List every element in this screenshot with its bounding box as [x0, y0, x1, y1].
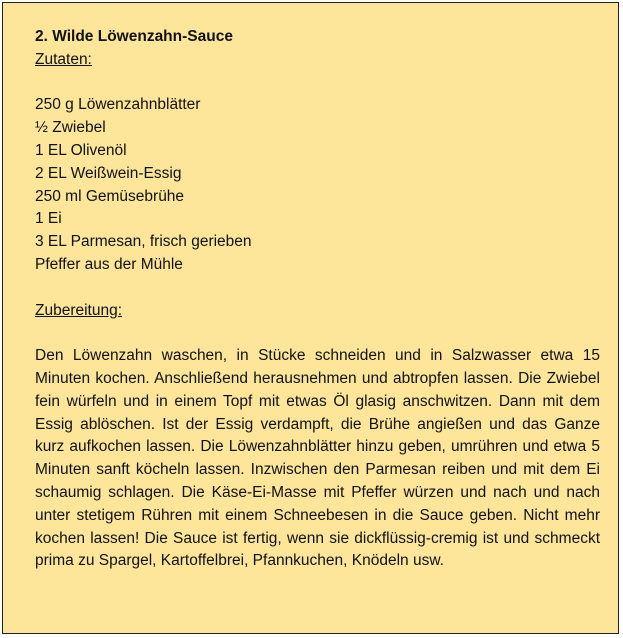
recipe-title: 2. Wilde Löwenzahn-Sauce [35, 28, 233, 45]
ingredient-item: 250 ml Gemüsebrühe [35, 187, 185, 205]
spacer [35, 322, 593, 345]
preparation-heading: Zubereitung: [35, 301, 123, 319]
ingredients-list [35, 94, 593, 276]
ingredient-item: Pfeffer aus der Mühle [35, 255, 183, 273]
preparation-text: Den Löwenzahn waschen, in Stücke schneiden und in Salzwasser etwa 15 Minuten kochen. Anschließend herausnehmen und abtropfen lassen. Die Zwiebel fein würfeln und in einem Topf mit etwas Öl glasig anschwitzen. Dann mit dem Essig ablöschen. Ist der Essig verdampft, die Brühe angießen und das Ganze kurz aufkochen lassen. Die Löwenzahnblätter hinzu geben, umrühren und etwa 5 Minuten sanft köcheln lassen. Inzwischen den Parmesan reiben und mit dem Ei schaumig schlagen. Die Käse-Ei-Masse mit Pfeffer würzen und nach und nach unter stetigem Rühren mit einem Schneebesen in die Sauce geben. Nicht mehr kochen lassen! Die Sauce ist fertig, wenn sie dickflüssig-cremig ist und schmeckt prima zu Spargel, Kartoffelbrei, Pfannkuchen, Knödeln usw. [35, 347, 600, 570]
spacer [35, 72, 593, 95]
spacer [35, 277, 593, 300]
ingredient-item: 1 EL Olivenöl [35, 141, 127, 159]
recipe-card [2, 2, 619, 634]
ingredient-item: 3 EL Parmesan, frisch gerieben [35, 233, 252, 251]
ingredient-item: 1 Ei [35, 210, 62, 228]
ingredient-item: ½ Zwiebel [35, 119, 106, 137]
ingredients-heading: Zutaten: [35, 50, 92, 68]
ingredient-item: 2 EL Weißwein-Essig [35, 164, 182, 182]
ingredient-item: 250 g Löwenzahnblätter [35, 96, 201, 114]
